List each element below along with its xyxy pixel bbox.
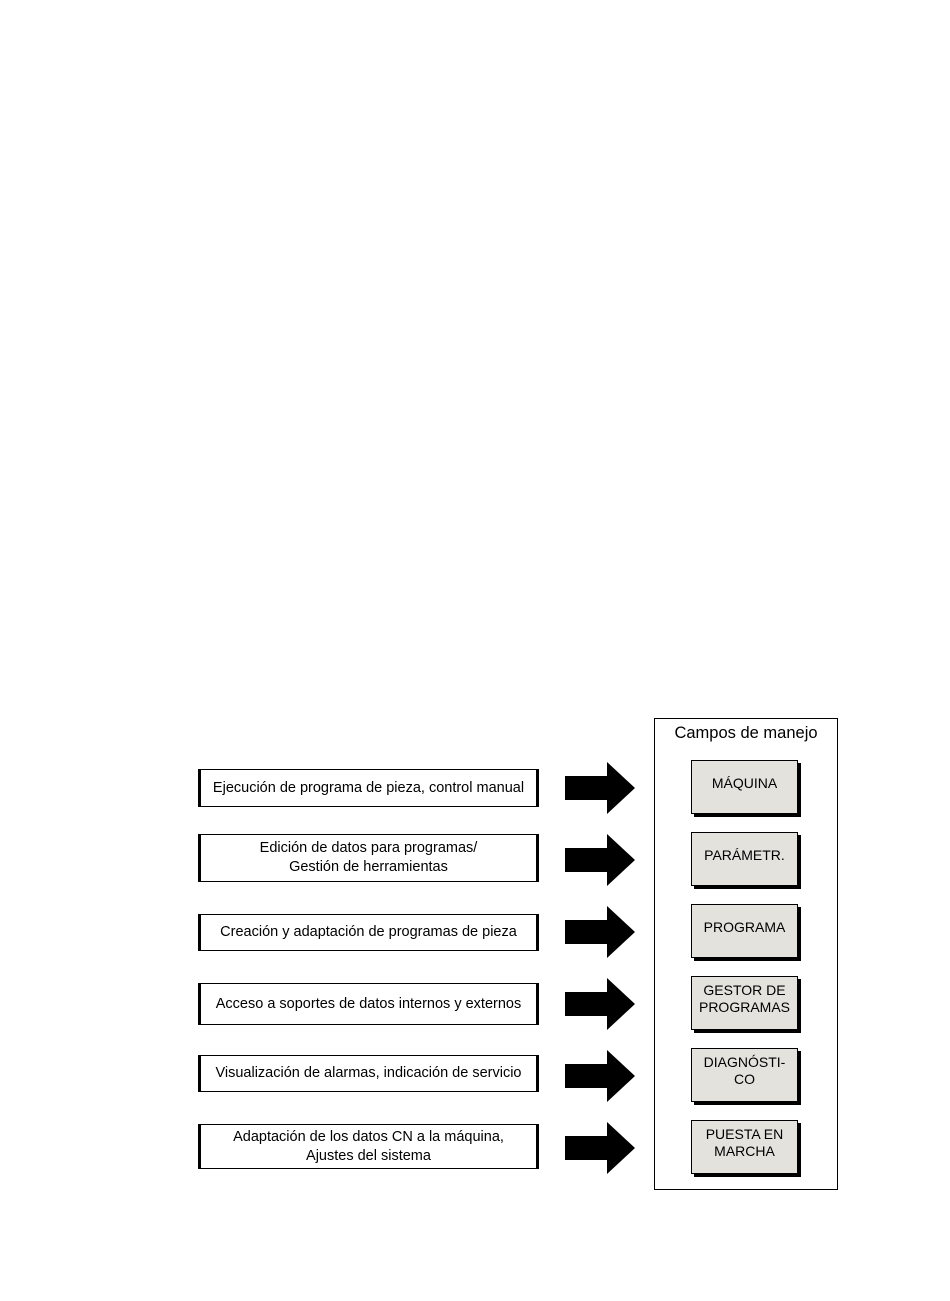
arrow-icon	[565, 762, 635, 814]
panel-title: Campos de manejo	[674, 724, 818, 742]
description-box-program: Creación y adaptación de programas de pieza	[198, 914, 539, 951]
description-box-machine: Ejecución de programa de pieza, control manual	[198, 769, 539, 807]
arrow-icon	[565, 1122, 635, 1174]
description-box-parameters: Edición de datos para programas/ Gestión de herramientas	[198, 834, 539, 882]
diagnostics-key[interactable]: DIAGNÓSTI- CO	[691, 1048, 798, 1102]
description-box-program-manager: Acceso a soportes de datos internos y externos	[198, 983, 539, 1025]
description-box-diagnostics: Visualización de alarmas, indicación de servicio	[198, 1055, 539, 1092]
arrow-icon	[565, 1050, 635, 1102]
commissioning-key[interactable]: PUESTA EN MARCHA	[691, 1120, 798, 1174]
program-key[interactable]: PROGRAMA	[691, 904, 798, 958]
arrow-icon	[565, 906, 635, 958]
description-box-commissioning: Adaptación de los datos CN a la máquina, Ajustes del sistema	[198, 1124, 539, 1169]
arrow-icon	[565, 978, 635, 1030]
parameters-key[interactable]: PARÁMETR.	[691, 832, 798, 886]
arrow-icon	[565, 834, 635, 886]
program-manager-key[interactable]: GESTOR DE PROGRAMAS	[691, 976, 798, 1030]
machine-key[interactable]: MÁQUINA	[691, 760, 798, 814]
